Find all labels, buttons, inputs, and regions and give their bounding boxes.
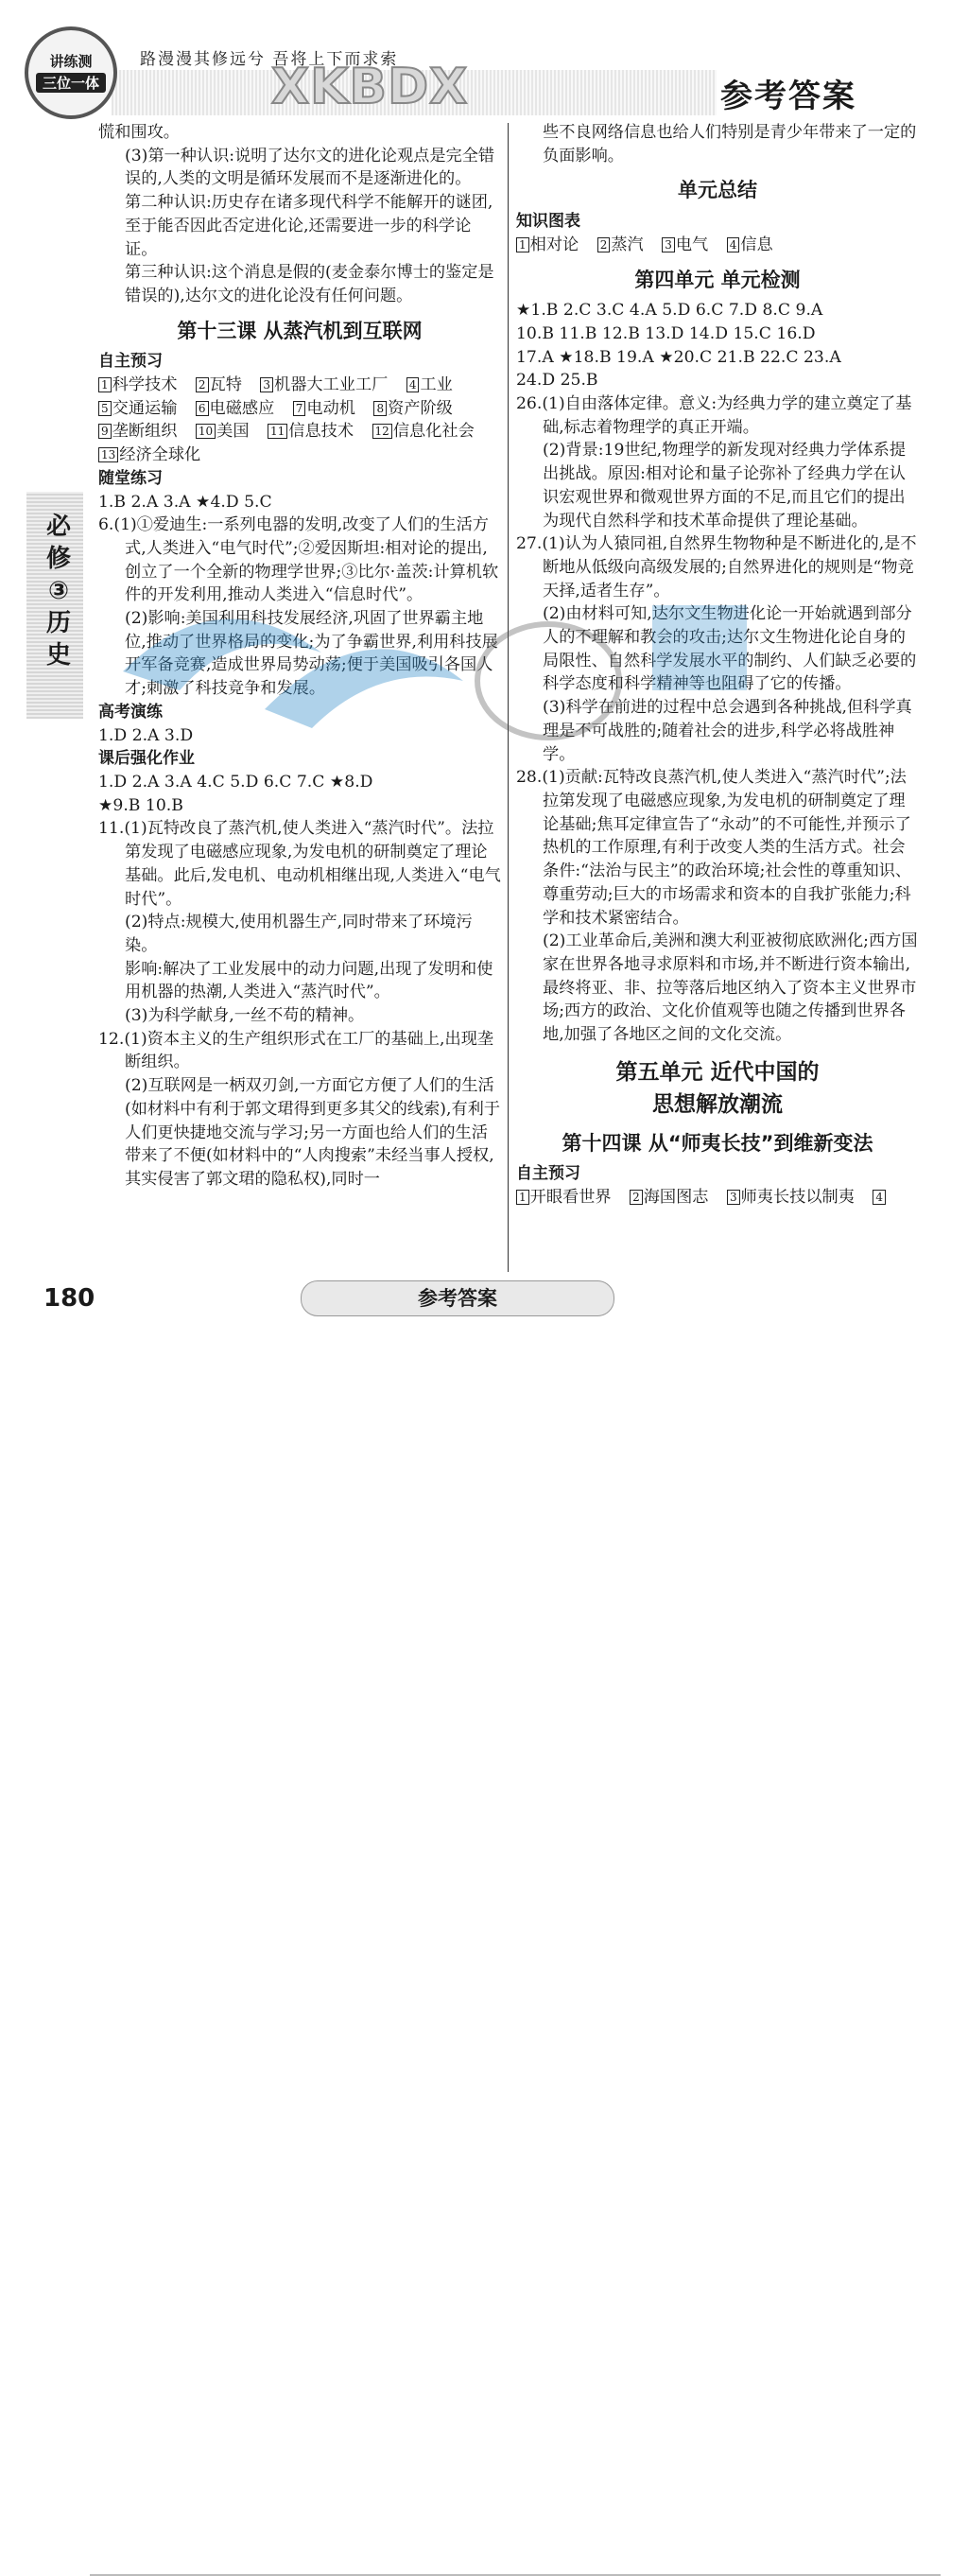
item-text: 开眼看世界 bbox=[529, 1188, 612, 1208]
answer-text: (3)科学在前进的过程中总会遇到各种挑战,但科学真理是不可战胜的;随着社会的进步,科学必将战胜神学。 bbox=[543, 698, 912, 764]
item-number: 13 bbox=[98, 447, 118, 462]
page-number: 180 bbox=[43, 1284, 95, 1313]
item-number: 1 bbox=[516, 237, 529, 252]
subsection-heading: 随堂练习 bbox=[98, 468, 163, 488]
unit-test-title: 第四单元 单元检测 bbox=[634, 268, 801, 291]
lesson-title: 第十三课 从蒸汽机到互联网 bbox=[177, 319, 423, 342]
answer-text: 27.(1)认为人猿同祖,自然界生物物种是不断进化的,是不断地从低级向高级发展的;自然界进化的规则是“物竞天择,适者生存”。 bbox=[516, 534, 917, 600]
series-logo bbox=[25, 26, 117, 119]
brand-logo: XKBDX bbox=[271, 59, 469, 115]
answer-text: 第二种认识:历史存在诸多现代科学不能解开的谜团,至于能否因此否定进化论,还需要进一步的科学论证。 bbox=[125, 193, 493, 259]
column-divider bbox=[508, 123, 509, 1272]
answer-text: 11.(1)瓦特改良了蒸汽机,使人类进入“蒸汽时代”。法拉第发现了电磁感应现象,为发电机的研制奠定了理论基础。此后,发电机、电动机相继出现,人类进入“电气时代”。 bbox=[98, 819, 501, 909]
item-text: 电磁感应 bbox=[209, 398, 275, 418]
answer-line: ★1.B 2.C 3.C 4.A 5.D 6.C 7.D 8.C 9.A bbox=[516, 301, 823, 321]
section-title: 参考答案 bbox=[720, 78, 856, 115]
subsection-heading: 自主预习 bbox=[98, 352, 163, 372]
item-text: 电动机 bbox=[306, 398, 355, 418]
item-text: 垄断组织 bbox=[112, 422, 178, 442]
item-number: 4 bbox=[873, 1190, 886, 1205]
answer-text: (2)互联网是一柄双刃剑,一方面它方便了人们的生活(如材料中有利于郭文珺得到更多其父的线索),有利于人们更快捷地交流与学习;另一方面也给人们的生活带来了不便(如材料中的“人肉搜索”未经当事人授权,其实侵害了郭文珺的隐私权),同时一 bbox=[125, 1076, 501, 1189]
left-column bbox=[98, 121, 501, 1192]
item-number: 11 bbox=[268, 424, 287, 439]
item-text: 信息技术 bbox=[288, 422, 354, 442]
item-text: 师夷长技以制夷 bbox=[740, 1188, 855, 1208]
right-column bbox=[516, 121, 919, 1210]
answer-text: (2)由材料可知,达尔文生物进化论一开始就遇到部分人的不理解和教会的攻击;达尔文生物进化论自身的局限性、自然科学发展水平的制约、人们缺乏必要的科学态度和科学精神等也阻碍了它的传播。 bbox=[543, 604, 917, 694]
answer-line: 17.A ★18.B 19.A ★20.C 21.B 22.C 23.A bbox=[516, 347, 841, 367]
answer-text: (2)影响:美国利用科技发展经济,巩固了世界霸主地位,推动了世界格局的变化;为了争霸世界,利用科技展开军备竞赛,造成世界局势动荡;便于美国吸引各国人才;刺激了科技竞争和发展。 bbox=[125, 609, 498, 699]
item-text: 交通运输 bbox=[112, 398, 178, 418]
answer-text: 12.(1)资本主义的生产组织形式在工厂的基础上,出现垄断组织。 bbox=[98, 1029, 494, 1072]
preview-items bbox=[516, 1186, 919, 1210]
item-number: 4 bbox=[727, 237, 740, 252]
answer-text: 第三种认识:这个消息是假的(麦金泰尔博士的鉴定是错误的),达尔文的进化论没有任何问题。 bbox=[125, 263, 494, 305]
unit-title-line1: 第五单元 近代中国的 bbox=[615, 1059, 820, 1085]
answer-line: 24.D 25.B bbox=[516, 371, 598, 391]
answer-line: 1.D 2.A 3.A 4.C 5.D 6.C 7.C ★8.D bbox=[98, 772, 373, 792]
item-number: 1 bbox=[98, 377, 112, 392]
answer-text: (3)第一种认识:说明了达尔文的进化论观点是完全错误的,人类的文明是循环发展而不是逐渐进化的。 bbox=[125, 146, 495, 189]
answer-text: (2)工业革命后,美洲和澳大利亚被彻底欧洲化;西方国家在世界各地寻求原料和市场,并不断进行资本输出,最终将亚、非、拉等落后地区纳入了资本主义世界市场;西方的政治、文化价值观等也随之传播到世界各地,加强了各地区之间的文化交流。 bbox=[543, 931, 918, 1045]
item-text: 电气 bbox=[675, 235, 709, 254]
item-text: 工业 bbox=[420, 375, 453, 395]
footer-label: 参考答案 bbox=[301, 1280, 614, 1316]
sidebar-label: 必修③历史 bbox=[45, 513, 71, 670]
answer-text: 些不良网络信息也给人们特别是青少年带来了一定的负面影响。 bbox=[543, 123, 917, 165]
answer-line: 10.B 11.B 12.B 13.D 14.D 15.C 16.D bbox=[516, 323, 816, 343]
item-number: 3 bbox=[662, 237, 675, 252]
logo-line1: 讲练测 bbox=[49, 53, 93, 70]
subsection-heading: 课后强化作业 bbox=[98, 749, 195, 769]
logo-line2: 三位一体 bbox=[36, 73, 106, 93]
answer-line: 1.B 2.A 3.A ★4.D 5.C bbox=[98, 492, 272, 512]
item-text: 机器大工业工厂 bbox=[274, 375, 389, 395]
subsection-heading: 自主预习 bbox=[516, 1164, 580, 1184]
subsection-heading: 高考演练 bbox=[98, 702, 163, 722]
item-text: 海国图志 bbox=[643, 1188, 709, 1208]
answer-text: 6.(1)①爱迪生:一系列电器的发明,改变了人们的生活方式,人类进入“电气时代”;②爱因斯坦:相对论的提出,创立了一个全新的物理学世界;③比尔·盖茨:计算机软件的开发利用,推动人类进入“信息时代”。 bbox=[98, 515, 499, 605]
item-number: 9 bbox=[98, 424, 112, 439]
item-number: 5 bbox=[98, 401, 112, 416]
item-number: 2 bbox=[196, 377, 209, 392]
item-number: 7 bbox=[293, 401, 306, 416]
item-number: 2 bbox=[630, 1190, 643, 1205]
item-text: 相对论 bbox=[529, 235, 579, 254]
item-number: 10 bbox=[196, 424, 216, 439]
answer-line: 1.D 2.A 3.D bbox=[98, 725, 194, 745]
item-number: 4 bbox=[406, 377, 420, 392]
unit-title-line2: 思想解放潮流 bbox=[652, 1091, 783, 1117]
item-number: 8 bbox=[373, 401, 387, 416]
item-number: 2 bbox=[597, 237, 611, 252]
item-number: 3 bbox=[727, 1190, 740, 1205]
item-text: 美国 bbox=[216, 422, 250, 442]
page-header bbox=[0, 0, 968, 118]
item-text: 瓦特 bbox=[209, 375, 242, 395]
subsection-heading: 知识图表 bbox=[516, 212, 580, 232]
item-text: 科学技术 bbox=[112, 375, 178, 395]
preview-items bbox=[98, 444, 501, 467]
answer-text: (3)为科学献身,一丝不苟的精神。 bbox=[125, 1006, 365, 1026]
item-text: 信息 bbox=[740, 235, 773, 254]
answer-text: 慌和围攻。 bbox=[98, 123, 180, 142]
answer-text: 26.(1)自由落体定律。意义:为经典力学的建立奠定了基础,标志着物理学的真正开端。 bbox=[516, 394, 912, 437]
item-text: 信息化社会 bbox=[392, 422, 475, 442]
preview-items bbox=[98, 374, 501, 397]
item-text: 经济全球化 bbox=[119, 445, 201, 465]
answer-text: (2)背景:19世纪,物理学的新发现对经典力学体系提出挑战。原因:相对论和量子论弥补了经典力学在认识宏观世界和微观世界方面的不足,而且它们的提出为现代自然科学和技术革命提供了理论基础。 bbox=[543, 441, 907, 531]
summary-title: 单元总结 bbox=[678, 179, 757, 202]
item-number: 3 bbox=[260, 377, 273, 392]
answer-line: ★9.B 10.B bbox=[98, 795, 183, 815]
item-number: 12 bbox=[372, 424, 392, 439]
item-number: 6 bbox=[196, 401, 209, 416]
item-number: 1 bbox=[516, 1190, 529, 1205]
preview-items bbox=[98, 420, 501, 444]
answer-text: 影响:解决了工业发展中的动力问题,出现了发明和使用机器的热潮,人类进入“蒸汽时代”。 bbox=[125, 959, 493, 1002]
lesson-title: 第十四课 从“师夷长技”到维新变法 bbox=[562, 1131, 873, 1155]
preview-items bbox=[98, 397, 501, 421]
header-slogan: 路漫漫其修远兮 吾将上下而求索 bbox=[140, 50, 399, 69]
item-text: 资产阶级 bbox=[388, 398, 453, 418]
item-text: 蒸汽 bbox=[611, 235, 644, 254]
answer-text: (2)特点:规模大,使用机器生产,同时带来了环境污染。 bbox=[125, 913, 473, 955]
map-items bbox=[516, 234, 919, 257]
answer-text: 28.(1)贡献:瓦特改良蒸汽机,使人类进入“蒸汽时代”;法拉第发现了电磁感应现象,为发电机的研制奠定了理论基础;焦耳定律宣告了“永动”的不可能性,并预示了热机的工作原理,有利于改变人类的生活方式。社会条件:“法治与民主”的政治环境;社会性的尊重知识、尊重劳动;巨大的市场需求和资本的自我扩张能力;科学和技术紧密结合。 bbox=[516, 768, 912, 928]
